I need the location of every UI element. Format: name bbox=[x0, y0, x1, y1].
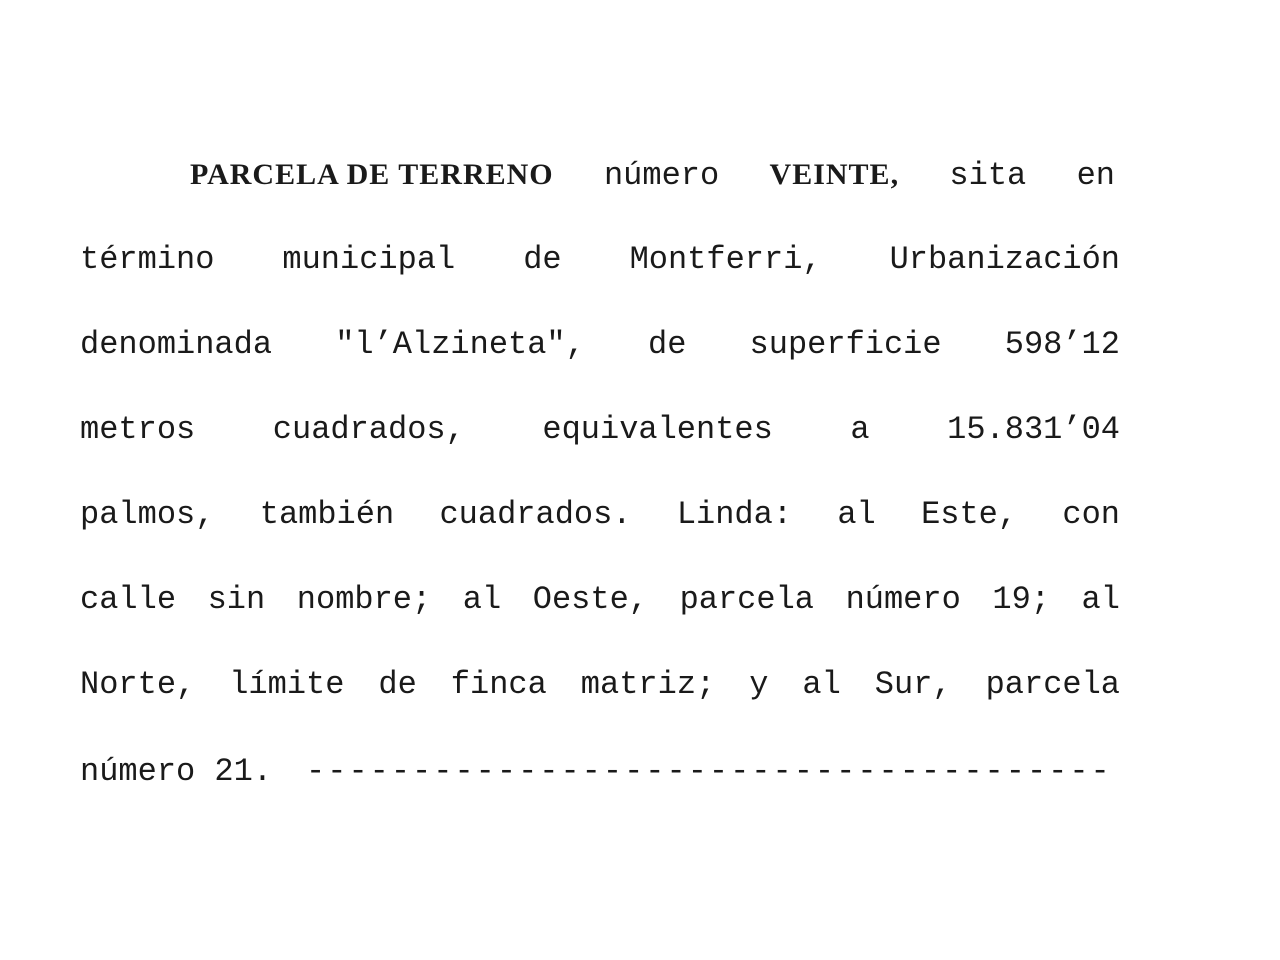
word: 598’12 bbox=[1004, 326, 1120, 363]
word: Oeste, bbox=[532, 581, 648, 618]
word: nombre; bbox=[296, 581, 432, 618]
word: denominada bbox=[80, 326, 273, 363]
word: 19; bbox=[992, 581, 1050, 618]
word: número 21. bbox=[80, 753, 273, 790]
word: Linda: bbox=[676, 496, 793, 533]
word: número bbox=[603, 157, 720, 194]
word: a bbox=[850, 411, 870, 448]
word: palmos, bbox=[80, 496, 215, 533]
word: al bbox=[462, 581, 502, 618]
word: Sur, bbox=[874, 666, 952, 703]
word: matriz; bbox=[580, 666, 716, 703]
word: al bbox=[1081, 581, 1120, 618]
word: finca bbox=[450, 666, 547, 703]
word: metros bbox=[80, 411, 196, 448]
word: sita bbox=[949, 157, 1027, 194]
word: de bbox=[647, 326, 687, 363]
text-line-3 bbox=[80, 325, 1120, 365]
word: Este, bbox=[921, 496, 1018, 533]
dash-filler: -------------------------------------- bbox=[306, 753, 1112, 790]
word: también bbox=[259, 496, 395, 533]
word: cuadrados, bbox=[272, 411, 465, 448]
word: y bbox=[749, 666, 769, 703]
word: al bbox=[802, 666, 841, 703]
word: parcela bbox=[679, 581, 814, 618]
word: parcela bbox=[985, 666, 1120, 703]
word: equivalentes bbox=[542, 411, 773, 448]
word: término bbox=[80, 241, 215, 278]
word: límite bbox=[229, 666, 345, 703]
word: de bbox=[523, 241, 562, 278]
word: 15.831’04 bbox=[947, 411, 1120, 448]
text-line-2 bbox=[80, 240, 1120, 280]
word: sin bbox=[207, 581, 266, 618]
word: Norte, bbox=[80, 666, 196, 703]
word: superficie bbox=[749, 326, 942, 363]
word: número bbox=[845, 581, 961, 618]
word: con bbox=[1062, 496, 1120, 533]
text-line-6 bbox=[80, 580, 1120, 620]
parcel-number-word: VEINTE, bbox=[769, 158, 900, 191]
text-line-8 bbox=[80, 752, 1120, 792]
text-line-4 bbox=[80, 410, 1120, 450]
word: calle bbox=[80, 581, 177, 618]
word: Urbanización bbox=[889, 241, 1120, 278]
text-line-1 bbox=[190, 155, 1115, 196]
word: Montferri, bbox=[629, 241, 822, 278]
word: cuadrados. bbox=[439, 496, 632, 533]
word: de bbox=[378, 666, 417, 703]
word: municipal bbox=[282, 241, 456, 278]
text-line-5 bbox=[80, 495, 1120, 535]
word: en bbox=[1076, 157, 1115, 194]
word: "l’Alzineta", bbox=[335, 326, 585, 363]
text-line-7 bbox=[80, 665, 1120, 705]
parcel-heading: PARCELA DE TERRENO bbox=[190, 158, 554, 191]
word: al bbox=[837, 496, 876, 533]
